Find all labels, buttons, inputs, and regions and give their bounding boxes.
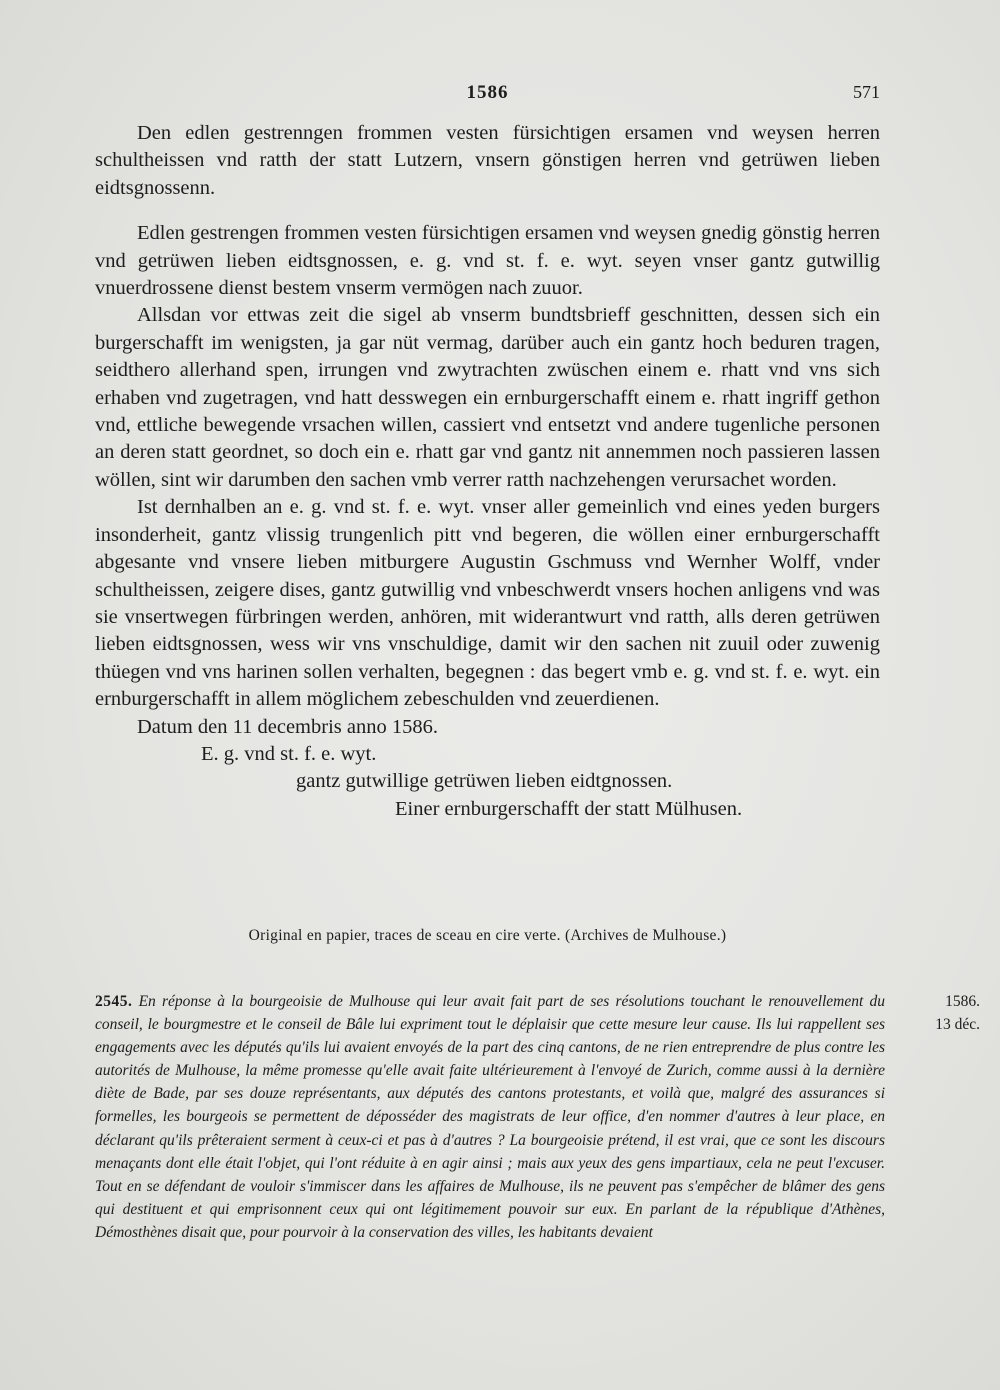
archive-note: Original en papier, traces de sceau en cire verte. (Archives de Mulhouse.) — [248, 927, 727, 944]
letter-address: Den edlen gestrenngen frommen vesten fürsichtigen ersamen vnd weysen herren schultheissen vnd ratth der statt Lutzern, vnsern gönstigen herren vnd getrüwen lieben eidtsgnossenn. — [95, 122, 880, 199]
letter-paragraph-2: Ist dernhalben an e. g. vnd st. f. e. wyt. vnser aller gemeinlich vnd eines yeden burgers insonderheit, gantz vlissig trungenlich pitt vnd begeren, die wöllen einer ernburgerschafft abgesante vnd vnsere lieben mitburgere Augustin Gschmuss vnd Wernher Wolff, vnder schultheissen, zeigere dises, gantz gutwillig vnd vnbeschwerdt vnsers hochen anligens vnd was sie vnsertwegen fürbringen werden, anhören, mit widerantwurt vnd ratth, alls deren getrüwen lieben eidtsgnossen, wess wir vns vnschuldige, damit wir den sachen nit zuuil oder zuwenig thüegen vnd vns harinen sollen verhalten, begegnen : das begert vmb e. g. vnd st. f. e. wyt. ein ernburgerschafft in allem möglichem zebeschulden vnd zeuerdienen. — [95, 496, 880, 711]
entry-summary — [95, 990, 885, 1244]
letter-date-line: Datum den 11 decembris anno 1586. — [137, 715, 438, 738]
letter-paragraph-1: Allsdan vor ettwas zeit die sigel ab vnserm bundtsbrieff geschnitten, dessen sich ein burgerschafft im wenigsten, ja gar nüt vermag, darüber auch ein gantz hoch beduren tragen, seidthero allerhand spen, irrungen vnd zwytrachten zwüschen einem e. rhatt vnd vns sich erhaben vnd zugetragen, vnd hatt desswegen ein ernburgerschafft einem e. rhatt ingriff gethon vnd, ettliche bewegende vrsachen willen, cassiert vnd entsetzt vnd andere tugenliche personen an deren statt geordnet, so doch ein e. rhatt gar vnd gantz nit annemmen noch passieren lassen wöllen, sint wir darumben den sachen vmb verrer ratth nachzehengen verursachet worden. — [95, 304, 880, 491]
entry-number: 2545. — [95, 993, 133, 1010]
margin-day: 13 déc. — [935, 1016, 980, 1034]
letter-closing-signoff: gantz gutwillige getrüwen lieben eidtgnossen. — [296, 770, 673, 793]
letter-salutation: Edlen gestrengen frommen vesten fürsichtigen ersamen vnd weysen gnedig gönstig herren vnd getrüwen lieben eidtsgnossen, e. g. vnd st. f. e. wyt. seyen vnser gantz gutwillig vnuerdrossene dienst bestem vnserm vermögen nach zuuor. — [95, 222, 880, 300]
letter-closing-address: E. g. vnd st. f. e. wyt. — [201, 742, 377, 765]
running-head — [95, 82, 880, 112]
entry-text: En réponse à la bourgeoisie de Mulhouse qui leur avait fait part de ses résolutions touchant le renouvellement du conseil, le bourgmestre et le conseil de Bâle lui expriment tout le déplaisir que cette mesure leur cause. Ils lui rappellent ses engagements avec les députés qu'ils lui avaient envoyés de la part des cinq cantons, de ne rien entreprendre de plus contre les autorités de Mulhouse, la même promesse qu'elle avait faite ultérieurement à l'envoyé de Zurich, comme aussi à la dernière diète de Bade, par ses douze représentants, aux députés des cantons protestants, et voilà que, malgré des assurances si formelles, les bourgeois se permettent de déposséder des magistrats de leur office, d'en nommer d'autres à leur place, en déclarant qu'ils prêteraient serment à ceux-ci et pas à d'autres ? La bourgeoisie prétend, il est vrai, que ce sont les discours menaçants dont elle était l'objet, qui l'ont réduite à en agir ainsi ; mais aux yeux des gens impartiaux, cela ne peut l'excuser. Tout en se défendant de vouloir s'immiscer dans les affaires de Mulhouse, ils ne peuvent pas s'empêcher de blâmer des gens qui destituent et qui emprisonnent ceux qui ont légitimement pouvoir sur eux. En parlant de la république d'Athènes, Démosthènes disait que, pour pourvoir à la conservation des villes, les habitants devaient — [95, 993, 885, 1241]
page-year: 1586 — [466, 82, 509, 103]
margin-year: 1586. — [945, 993, 980, 1010]
letter-body — [95, 120, 880, 823]
margin-date — [900, 990, 980, 1036]
letter-signature: Einer ernburgerschafft der statt Mülhusen. — [395, 797, 743, 820]
page-number: 571 — [853, 82, 880, 102]
